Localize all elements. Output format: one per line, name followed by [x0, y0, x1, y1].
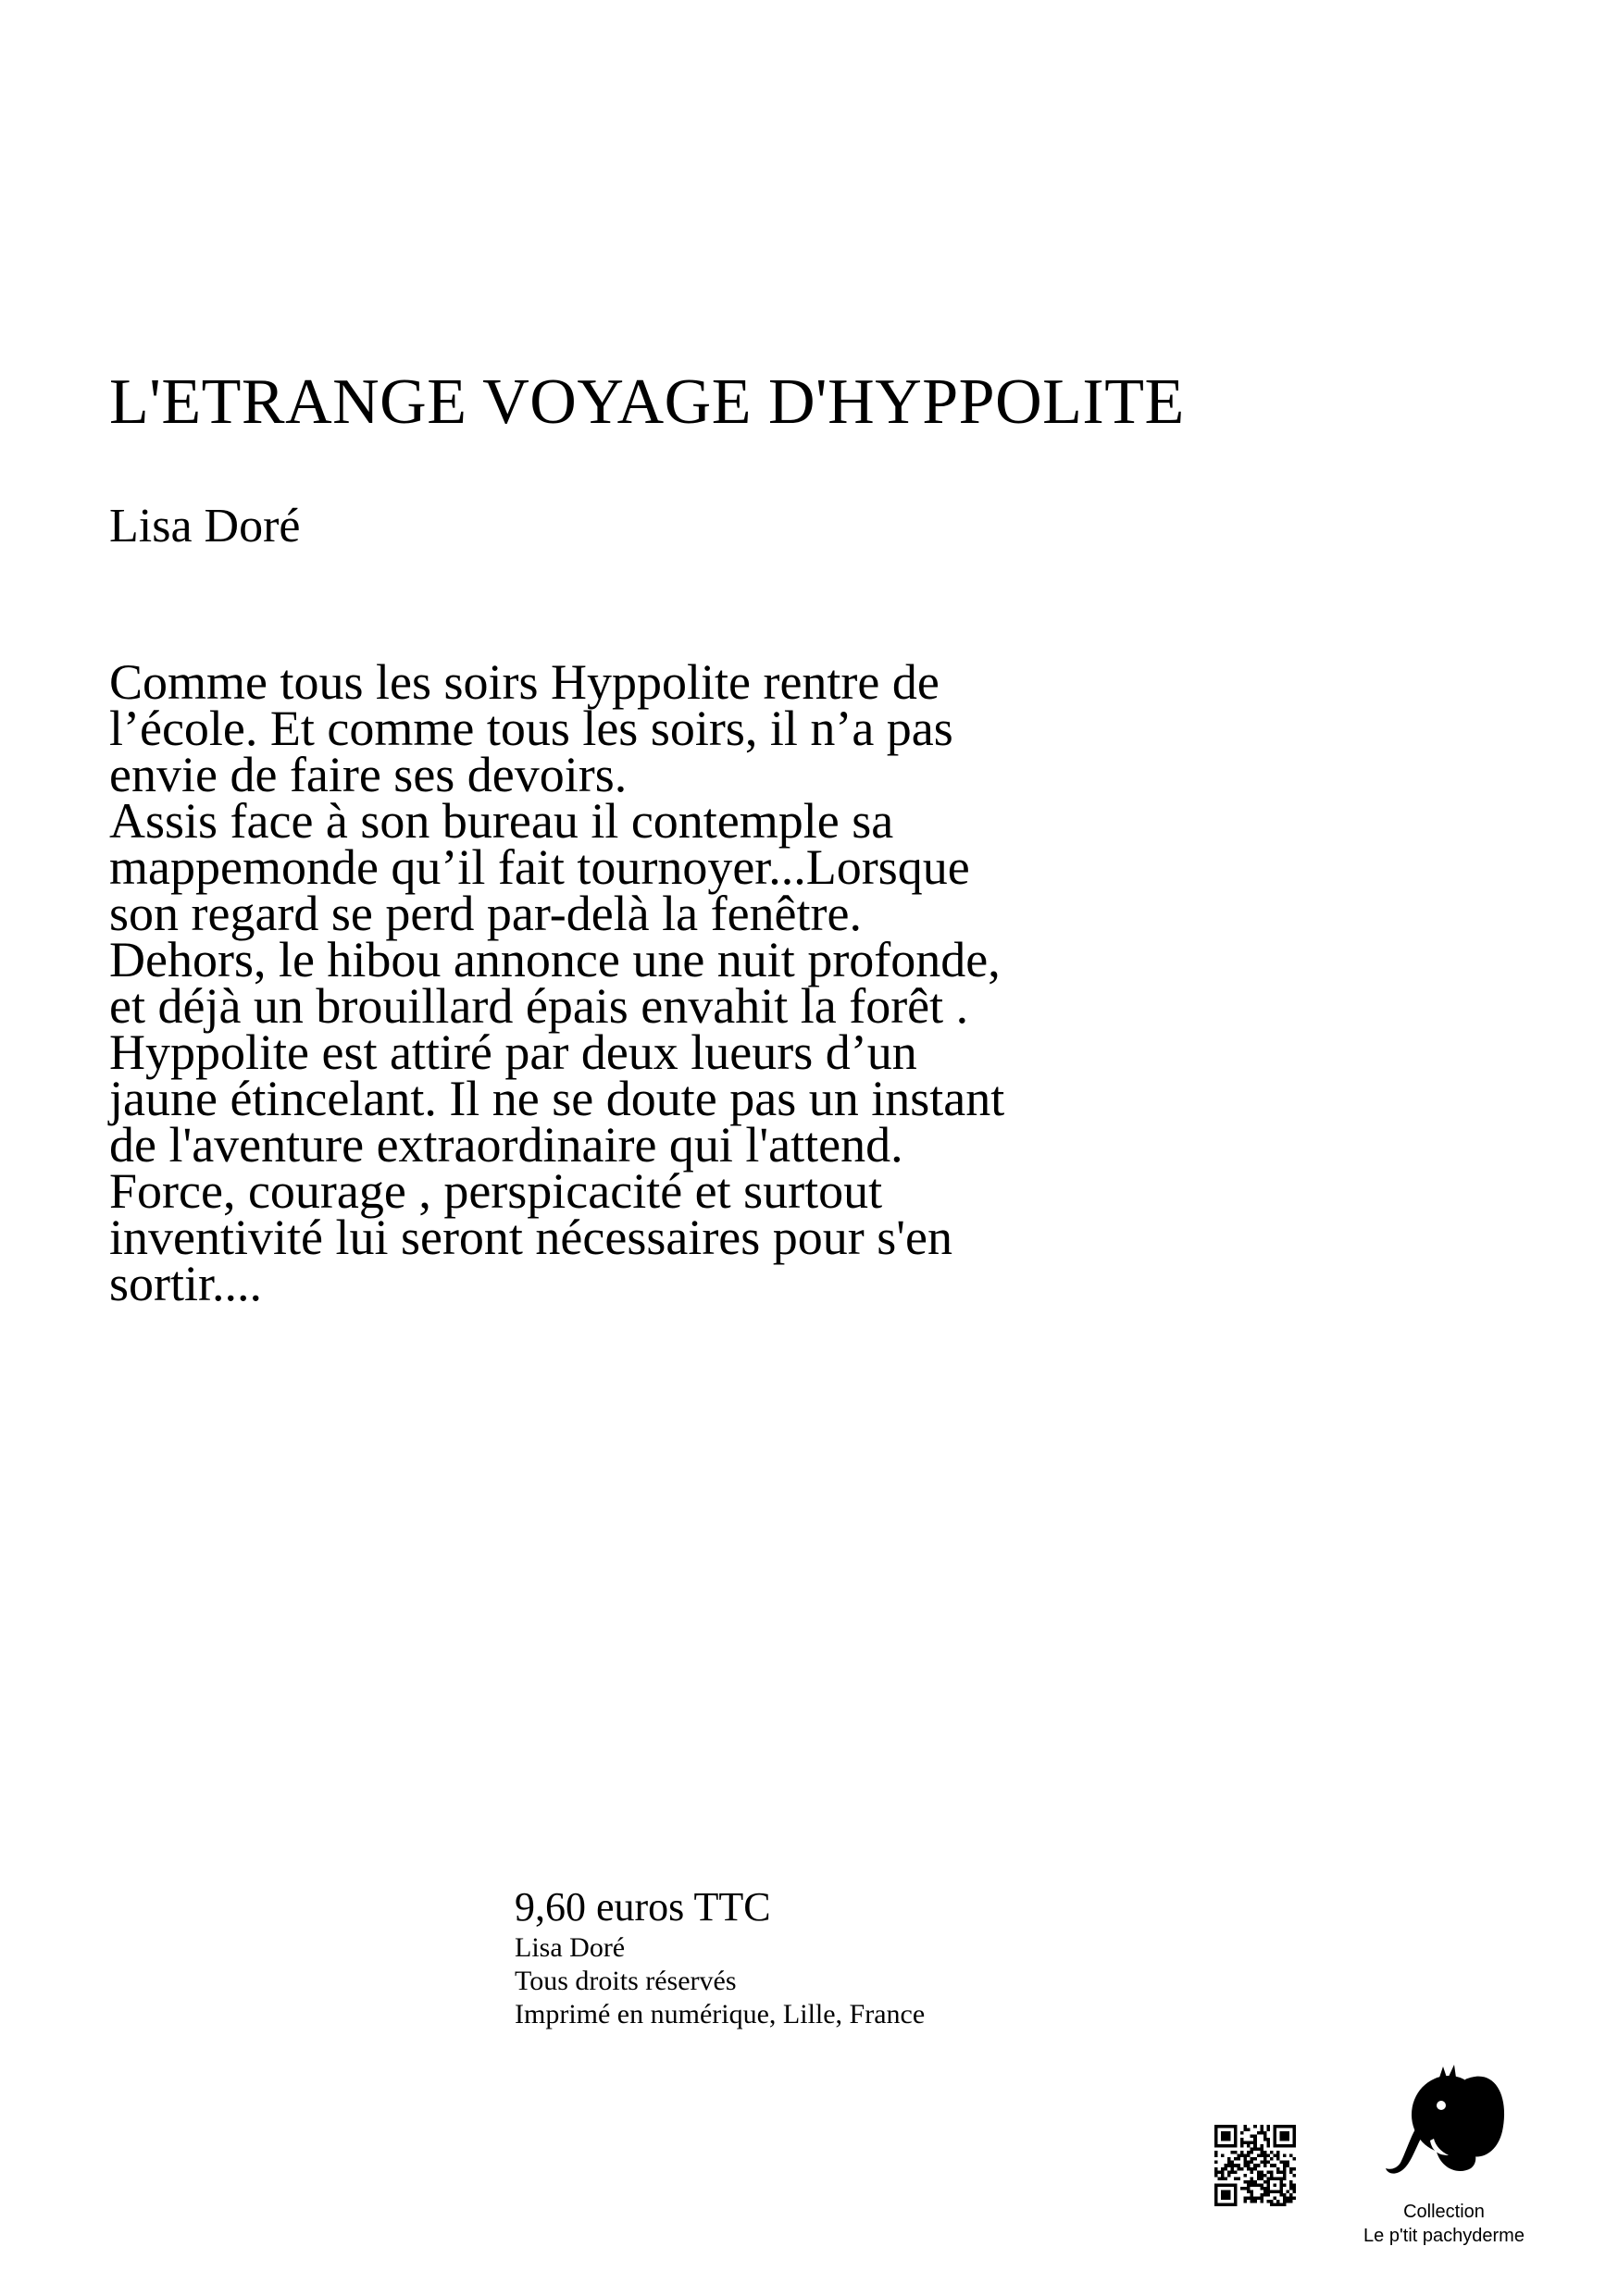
blurb-line: Hyppolite est attiré par deux lueurs d’un	[109, 1024, 917, 1080]
blurb-line: son regard se perd par-delà la fenêtre.	[109, 886, 862, 941]
collection-logo	[1333, 2059, 1555, 2244]
book-author: Lisa Doré	[109, 500, 301, 552]
printing-notice: Imprimé en numérique, Lille, France	[515, 1998, 926, 2029]
blurb-line: mappemonde qu’il fait tournoyer...Lorsque	[109, 839, 970, 895]
blurb-line: Comme tous les soirs Hyppolite rentre de	[109, 654, 940, 710]
back-cover-blurb	[109, 654, 1266, 1311]
colophon	[515, 1884, 925, 2031]
blurb-line: Force, courage , perspicacité et surtout	[109, 1163, 883, 1219]
blurb-line: envie de faire ses devoirs.	[109, 747, 628, 802]
elephant-logo-icon	[1375, 2059, 1513, 2198]
blurb-line: inventivité lui seront nécessaires pour s'en	[109, 1210, 952, 1265]
logo-caption-line2: Le p'tit pachyderme	[1363, 2226, 1525, 2246]
blurb-line: sortir....	[109, 1256, 263, 1311]
logo-caption-line1: Collection	[1403, 2202, 1485, 2222]
price: 9,60 euros TTC	[515, 1884, 771, 1930]
blurb-line: l’école. Et comme tous les soirs, il n’a pas	[109, 701, 953, 756]
blurb-line: de l'aventure extraordinaire qui l'attend.	[109, 1117, 903, 1173]
blurb-line: Assis face à son bureau il contemple sa	[109, 793, 894, 849]
qr-code-icon	[1214, 2125, 1296, 2206]
colophon-author: Lisa Doré	[515, 1931, 626, 1963]
blurb-line: jaune étincelant. Il ne se doute pas un instant	[109, 1071, 1005, 1126]
blurb-line: et déjà un brouillard épais envahit la forêt .	[109, 978, 969, 1034]
rights-notice: Tous droits réservés	[515, 1965, 737, 1996]
book-title: L'ETRANGE VOYAGE D'HYPPOLITE	[109, 366, 1185, 438]
blurb-line: Dehors, le hibou annonce une nuit profonde,	[109, 932, 1001, 987]
